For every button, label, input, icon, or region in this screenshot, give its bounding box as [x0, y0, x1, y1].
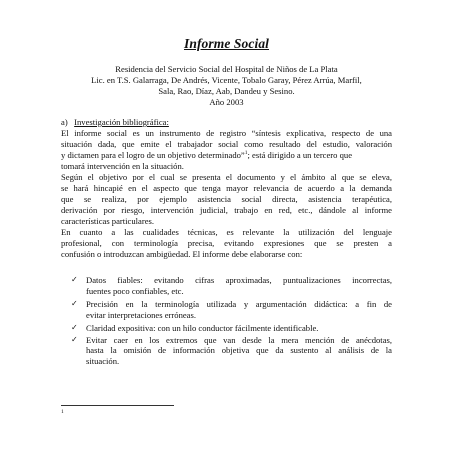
header-line: Sala, Rao, Díaz, Aab, Dandeu y Sesino.: [158, 86, 295, 96]
checkmark-icon: ✓: [71, 322, 78, 332]
paragraph-3: [61, 227, 392, 260]
text-line: características particulares.: [61, 215, 155, 226]
text-line: evitar interpretaciones erróneas.: [86, 309, 196, 320]
list-item: [71, 298, 392, 321]
text-line: confusión o introduzcan ambigüedad. El informe debe elaborarse con:: [61, 248, 303, 259]
text-line: hasta la omisión de información objetiva que da sustento al análisis de la: [86, 345, 392, 356]
text-line: tomará intervención en la situación.: [61, 160, 184, 171]
footnote-marker: 1: [61, 409, 64, 415]
text-line: Claridad expositiva: con un hilo conductor fácilmente identificable.: [86, 322, 319, 333]
header-line: Residencia del Servicio Social del Hospital de Niños de La Plata: [115, 64, 338, 74]
text-line: situación.: [86, 356, 120, 367]
text-line: Datos fiables: evitando cifras aproximadas, puntualizaciones incorrectas,: [86, 275, 392, 285]
text-line: derivación por riesgo, intervención judicial, trabajo en red, etc., dándole al informe: [61, 204, 392, 215]
text-line: profesional, con terminología precisa, evitando expresiones que se presten a: [61, 237, 392, 248]
section-heading: [61, 117, 169, 127]
text-line: se hará hincapié en el aspecto que tenga mayor relevancia de acuerdo a la demanda: [61, 182, 392, 193]
text-line: Precisión en la terminología utilizada y argumentación didáctica: a fin de: [86, 298, 392, 309]
text-line: Según el objetivo por el cual se presenta el documento y el ámbito al que se eleva,: [61, 172, 392, 182]
requirements-list: [71, 275, 392, 367]
checkmark-icon: ✓: [71, 275, 78, 284]
checkmark-icon: ✓: [71, 334, 78, 344]
text-segment: y dictamen para el logro de un objetivo determinado”: [61, 149, 245, 160]
text-line: [61, 150, 392, 161]
text-segment: ; está dirigido a un tercero que: [247, 149, 353, 160]
list-item: [71, 275, 392, 297]
text-line: fuentes poco confiables, etc.: [86, 285, 184, 296]
header-line: Lic. en T.S. Galarraga, De Andrés, Vicente, Tobalo Garay, Pérez Arrúa, Marfil,: [91, 75, 362, 85]
checkmark-icon: ✓: [71, 298, 78, 308]
text-line: En cuanto a las cualidades técnicas, es relevante la utilización del lenguaje: [61, 227, 392, 237]
header-line: Año 2003: [209, 97, 244, 107]
footnote-ref: 1: [244, 149, 248, 156]
footnote-divider: [61, 405, 174, 406]
text-line: situación dada, que emite el trabajador social como resultado del estudio, valoración: [61, 138, 392, 149]
section-marker: a): [61, 117, 68, 127]
document-title: Informe Social: [183, 36, 270, 51]
section-heading-text: Investigación bibliográfica:: [74, 117, 169, 127]
paragraph-1: [61, 128, 392, 172]
paragraph-2: [61, 172, 392, 227]
list-item: [71, 334, 392, 368]
text-line: El informe social es un instrumento de registro “síntesis explicativa, respecto de una: [61, 128, 392, 138]
list-item: [71, 322, 392, 334]
text-line: que se realiza, por ejemplo asistencia social directa, asistencia terapéutica,: [61, 193, 392, 204]
text-line: Evitar caer en los extremos que van desde la mera mención de anécdotas,: [86, 334, 392, 345]
